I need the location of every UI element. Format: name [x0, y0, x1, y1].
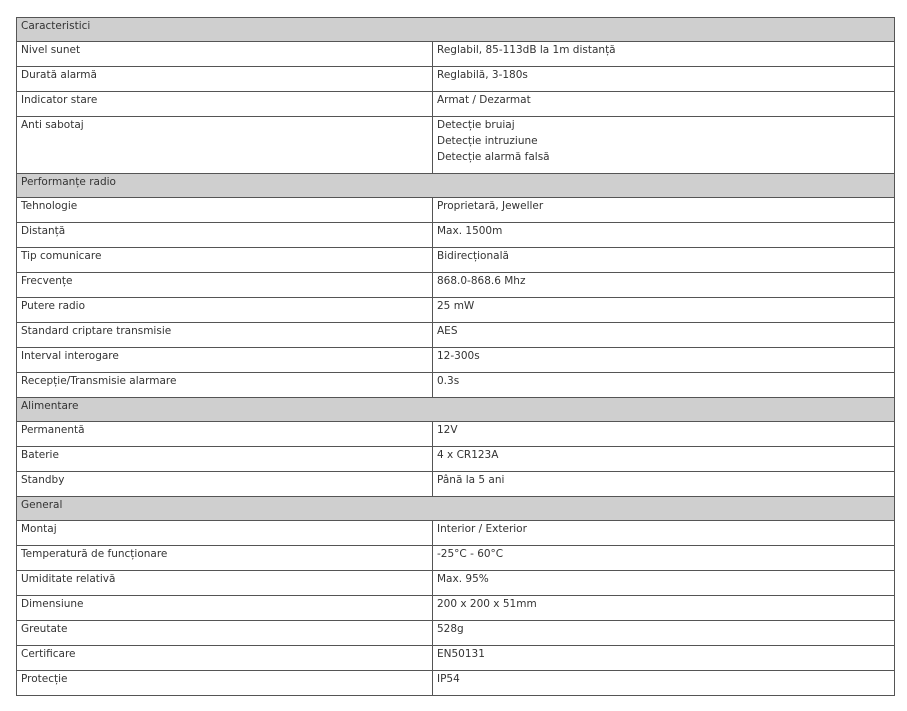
spec-value — [433, 223, 895, 248]
table-row — [17, 298, 895, 323]
spec-value — [433, 42, 895, 67]
spec-value — [433, 373, 895, 398]
section-header-row — [17, 18, 895, 42]
spec-value — [433, 323, 895, 348]
table-row — [17, 42, 895, 67]
spec-label: Tip comunicare — [17, 248, 433, 273]
spec-value-line: 868.0-868.6 Mhz — [437, 275, 526, 287]
spec-value-line: Max. 1500m — [437, 225, 503, 237]
spec-table-body — [17, 18, 895, 696]
spec-label: Greutate — [17, 621, 433, 646]
spec-label: Distanță — [17, 223, 433, 248]
spec-value — [433, 92, 895, 117]
spec-value — [433, 198, 895, 223]
table-row — [17, 571, 895, 596]
table-row — [17, 646, 895, 671]
section-title: General — [17, 497, 895, 521]
spec-value-line: 528g — [437, 623, 464, 635]
spec-value-line: Detecție intruziune — [437, 135, 538, 147]
spec-value — [433, 571, 895, 596]
spec-value-line: Detecție alarmă falsă — [437, 151, 550, 163]
table-row — [17, 521, 895, 546]
spec-value-line: Detecție bruiaj — [437, 119, 515, 131]
spec-value-line: Reglabilă, 3-180s — [437, 69, 528, 81]
spec-value — [433, 447, 895, 472]
spec-label: Nivel sunet — [17, 42, 433, 67]
spec-label: Tehnologie — [17, 198, 433, 223]
spec-value-line: Max. 95% — [437, 573, 489, 585]
section-header-row — [17, 398, 895, 422]
spec-value — [433, 422, 895, 447]
spec-value-line: Bidirecțională — [437, 250, 509, 262]
section-header-row — [17, 174, 895, 198]
table-row — [17, 117, 895, 174]
spec-value — [433, 621, 895, 646]
table-row — [17, 323, 895, 348]
spec-value — [433, 472, 895, 497]
table-row — [17, 248, 895, 273]
spec-label: Certificare — [17, 646, 433, 671]
spec-value-line: 12V — [437, 424, 458, 436]
spec-label: Standby — [17, 472, 433, 497]
spec-value-line: AES — [437, 325, 458, 337]
spec-value — [433, 248, 895, 273]
table-row — [17, 273, 895, 298]
spec-value — [433, 521, 895, 546]
spec-value-line: EN50131 — [437, 648, 485, 660]
spec-label: Durată alarmă — [17, 67, 433, 92]
table-row — [17, 223, 895, 248]
table-row — [17, 422, 895, 447]
spec-label: Baterie — [17, 447, 433, 472]
spec-label: Recepție/Transmisie alarmare — [17, 373, 433, 398]
spec-value-line: -25°C - 60°C — [437, 548, 504, 560]
section-title: Performanțe radio — [17, 174, 895, 198]
spec-value — [433, 298, 895, 323]
spec-label: Dimensiune — [17, 596, 433, 621]
spec-value-line: 200 x 200 x 51mm — [437, 598, 537, 610]
spec-value-line: 12-300s — [437, 350, 480, 362]
spec-label: Umiditate relativă — [17, 571, 433, 596]
spec-value-line: 0.3s — [437, 375, 460, 387]
spec-value — [433, 117, 895, 174]
table-row — [17, 373, 895, 398]
spec-label: Indicator stare — [17, 92, 433, 117]
spec-label: Protecție — [17, 671, 433, 696]
section-title: Alimentare — [17, 398, 895, 422]
table-row — [17, 67, 895, 92]
spec-value — [433, 646, 895, 671]
spec-label: Frecvențe — [17, 273, 433, 298]
spec-value — [433, 348, 895, 373]
section-title: Caracteristici — [17, 18, 895, 42]
spec-label: Permanentă — [17, 422, 433, 447]
table-row — [17, 198, 895, 223]
table-row — [17, 472, 895, 497]
spec-value — [433, 67, 895, 92]
spec-value-line: Interior / Exterior — [437, 523, 527, 535]
spec-label: Temperatură de funcționare — [17, 546, 433, 571]
table-row — [17, 546, 895, 571]
spec-value-line: Proprietară, Jeweller — [437, 200, 544, 212]
spec-value-line: Reglabil, 85-113dB la 1m distanță — [437, 44, 616, 56]
spec-value — [433, 671, 895, 696]
table-row — [17, 92, 895, 117]
spec-label: Montaj — [17, 521, 433, 546]
table-row — [17, 671, 895, 696]
spec-value-line: IP54 — [437, 673, 460, 685]
table-row — [17, 447, 895, 472]
spec-table — [16, 17, 895, 696]
spec-value — [433, 596, 895, 621]
spec-label: Anti sabotaj — [17, 117, 433, 174]
spec-value-line: 25 mW — [437, 300, 475, 312]
table-row — [17, 596, 895, 621]
table-row — [17, 348, 895, 373]
spec-label: Putere radio — [17, 298, 433, 323]
spec-value — [433, 273, 895, 298]
spec-value-line: 4 x CR123A — [437, 449, 499, 461]
section-header-row — [17, 497, 895, 521]
spec-value — [433, 546, 895, 571]
spec-value-line: Până la 5 ani — [437, 474, 505, 486]
spec-label: Interval interogare — [17, 348, 433, 373]
spec-value-line: Armat / Dezarmat — [437, 94, 531, 106]
table-row — [17, 621, 895, 646]
spec-label: Standard criptare transmisie — [17, 323, 433, 348]
